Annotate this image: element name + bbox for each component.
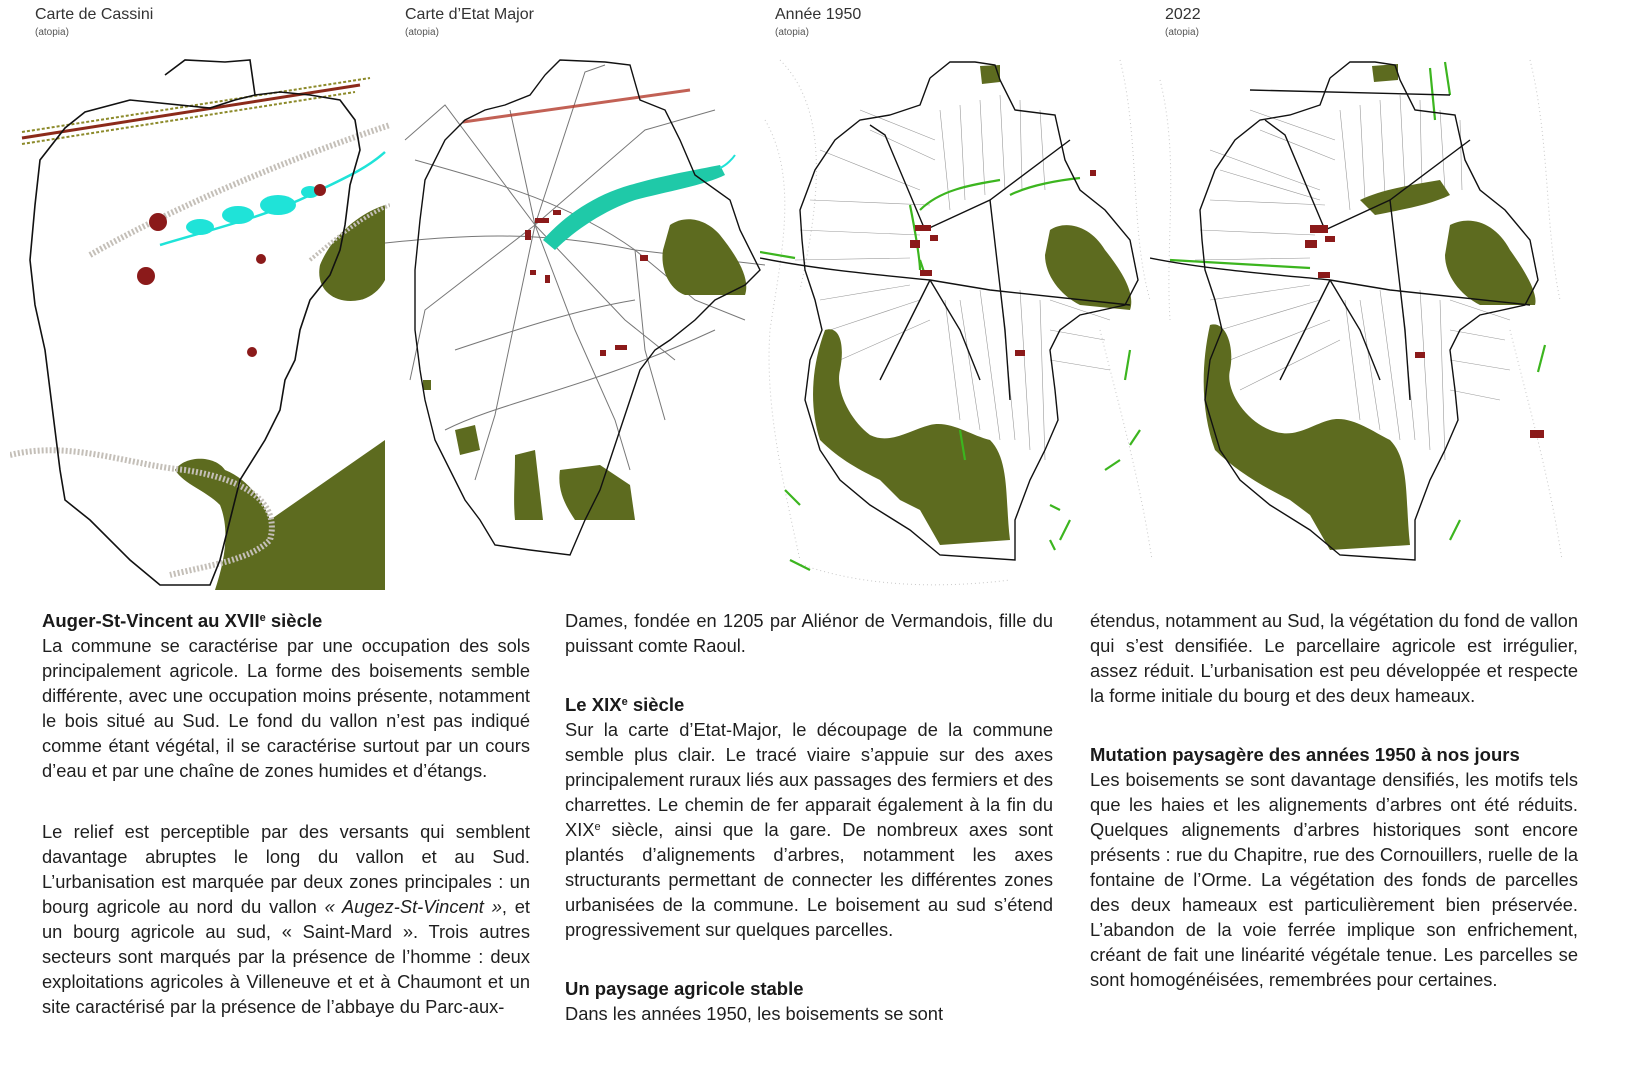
map-subtitle: (atopia) [35,27,69,38]
map-panel-etat-major [385,0,765,600]
paragraph: Dames, fondée en 1205 par Aliénor de Vermandois, fille du puissant comte Raoul. [565,610,1053,656]
woodland-area [514,450,543,520]
woodland-area [980,65,1000,84]
map-subtitle: (atopia) [775,27,809,38]
text-column-3 [1090,608,1578,992]
settlement-dot [149,213,167,231]
paragraph: Dans les années 1950, les boisements se sont [565,1003,944,1024]
woodland-area [1445,221,1536,305]
etat-major-map [385,0,765,600]
water-pond [186,219,214,235]
woodland-area [319,205,385,301]
text-column-2 [565,608,1053,1026]
water-pond [222,206,254,224]
section-heading: Un paysage agricole stable [565,978,804,999]
map-title: Année 1950 [775,6,862,23]
section-heading: Mutation paysagère des années 1950 à nos jours [1090,744,1520,765]
railway-line [22,92,355,144]
water-pond [260,195,296,215]
settlement-dot [256,254,266,264]
settlement-dot [314,184,326,196]
railway-line [22,78,370,132]
settlement-dot [137,267,155,285]
cassini-map [10,0,390,600]
woodland-area [455,425,480,455]
paragraph: étendus, notamment au Sud, la végétation du fond de vallon qui s’est densifiée. Le parcellaire agricole est irrégulier, assez réduit. L’urbanisation est peu développée et respecte la forme initiale du bourg et des deux hameaux. [1090,610,1578,706]
woodland-area [1372,64,1398,82]
map-subtitle: (atopia) [1165,27,1199,38]
map-title: Carte de Cassini [35,6,154,23]
map-1950 [760,0,1155,600]
urban-area [525,210,648,356]
railway-line [22,85,360,138]
map-title: 2022 [1165,6,1201,23]
paragraph: La commune se caractérise par une occupation des sols principalement agricole. La forme des boisements semble différente, avec une occupation moins présente, notamment le bois situé au Sud. Le fond du vallon n’est pas indiqué comme étant végétal, il se caractérise surtout par un cours d’eau et par une chaîne de zones humides et d’étangs. [42,635,530,781]
woodland-area [813,329,1010,545]
text-column-1 [42,608,530,1019]
map-panel-cassini [10,0,390,600]
paragraph: Le relief est perceptible par des versants qui semblent davantage abruptes le long du vallon et au Sud. L’urbanisation est marquée par deux zones principales : un bourg agricole au nord du vallon « Augez-St-Vincent », et un bourg agricole au sud, « Saint-Mard ». Trois autres secteurs sont marqués par la présence de l’homme : deux exploitations agricoles à Villeneuve et et à Chaumont et un site caractérisé par la présence de l’abbaye du Parc-aux- [42,821,530,1017]
map-panel-2022 [1150,0,1565,600]
water-course [720,155,735,168]
woodland-area [662,219,746,295]
map-panel-1950 [760,0,1155,600]
map-title: Carte d’Etat Major [405,6,534,23]
section-heading: Auger-St-Vincent au XVIIe siècle [42,610,323,631]
paragraph: Les boisements se sont davantage densifiés, les motifs tels que les haies et les alignements d’arbres ont été réduits. Quelques alignements d’arbres historiques sont encore présents : rue du Chapitre, rue des Cornouillers, ruelle de la fontaine de l’Orme. La végétation des fonds de parcelles des deux hameaux est particulièrement bien préservée. L’abandon de la voie ferrée implique son enfrichement, créant de fait une linéarité végétale tenue. Les parcelles se sont homogénéisées, remembrées pour certaines. [1090,769,1578,990]
paragraph: Sur la carte d’Etat-Major, le découpage de la commune semble plus clair. Le tracé viaire s’appuie sur des axes principalement ruraux liés aux passages des fermiers et des charrettes. Le chemin de fer apparait également à la fin du XIXe siècle, ainsi que la gare. De nombreux axes sont plantés d’alignements d’arbres, notamment les axes structurants permettant de connecter les différentes zones urbanisées de la commune. Le boisement au sud s’étend progressivement sur quelques parcelles. [565,719,1053,940]
woodland-area [559,465,635,520]
section-heading: Le XIXe siècle [565,694,685,715]
map-2022 [1150,0,1565,600]
woodland-area [423,380,431,390]
map-subtitle: (atopia) [405,27,439,38]
settlement-dot [247,347,257,357]
